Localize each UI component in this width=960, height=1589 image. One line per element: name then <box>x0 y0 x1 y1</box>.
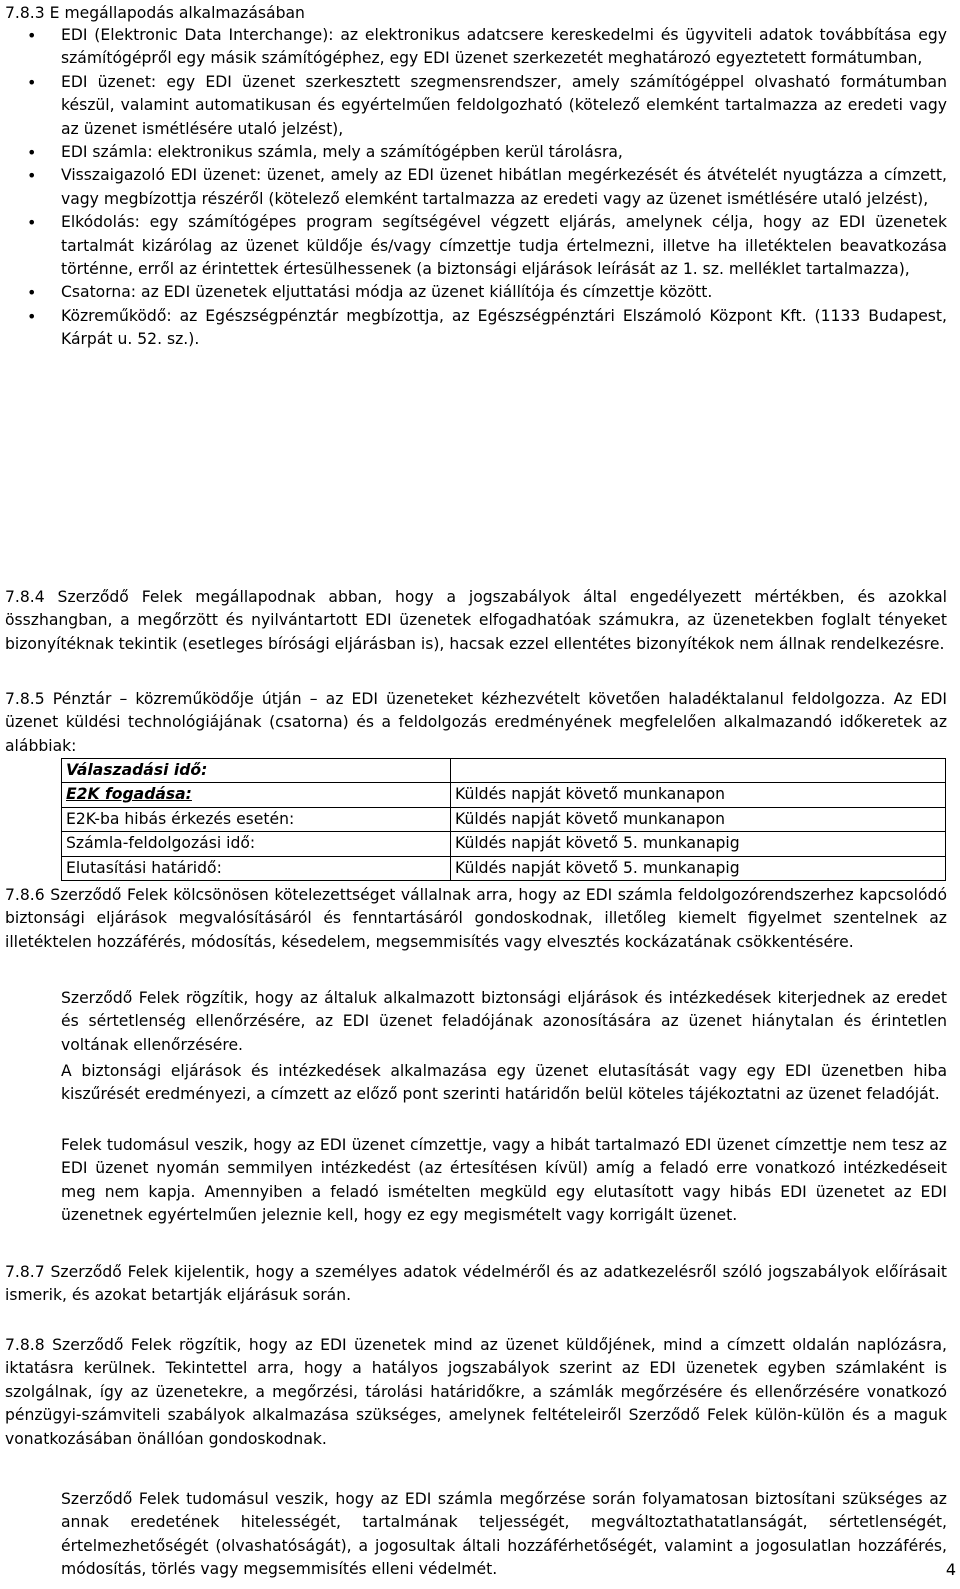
table-value-cell: Küldés napját követő 5. munkanapig <box>451 832 946 856</box>
list-item: • Közreműködő: az Egészségpénztár megbízottja, az Egészségpénztári Elszámoló Központ Kft. (1133 Budapest, Kárpát u. 52. sz.). <box>0 305 947 352</box>
table-label-cell: E2K fogadása: <box>62 783 451 807</box>
list-item: • EDI (Elektronic Data Interchange): az elektronikus adatcsere kereskedelmi és ügyviteli adatok továbbítása egy számítógépről egy másik számítógéphez, egy EDI üzenet szerkezetét meghatározó egyeztetett formátumban, <box>0 24 947 71</box>
table-cell <box>451 759 946 783</box>
response-time-table <box>61 758 946 881</box>
list-item: • Csatorna: az EDI üzenetek eljuttatási módja az üzenet kiállítója és címzettje között. <box>0 281 947 304</box>
table-row <box>62 759 946 783</box>
section-7-8-6: 7.8.6 Szerződő Felek kölcsönösen kötelezettséget vállalnak arra, hogy az EDI számla feldolgozórendszerhez kapcsolódó biztonsági eljárások megvalósításáról és fenntartásáról gondoskodnak, illetőleg kiemelt figyelmet szentelnek az illetéktelen hozzáférés, módosítás, késedelem, megsemmisítés vagy elvesztés kockázatának csökkentésére. <box>5 886 947 951</box>
table-label-cell: Számla-feldolgozási idő: <box>62 832 451 856</box>
definitions-list <box>0 24 947 352</box>
table-row <box>62 832 946 856</box>
section-7-8-7: 7.8.7 Szerződő Felek kijelentik, hogy a személyes adatok védelméről és az adatkezelésről szóló jogszabályok előírásait ismerik, és azokat betartják eljárásuk során. <box>5 1263 947 1305</box>
section-7-8-5: 7.8.5 Pénztár – közreműködője útján – az EDI üzeneteket kézhezvételt követően haladéktalanul feldolgozza. Az EDI üzenet küldési technológiájának (csatorna) és a feldolgozás eredményének megfelelően alkalmazandó időkeretek az alábbiak: <box>5 690 947 755</box>
section-heading-7-8-3: 7.8.3 E megállapodás alkalmazásában <box>5 4 305 22</box>
paragraph: A biztonsági eljárások és intézkedések alkalmazása egy üzenet elutasítását vagy egy EDI üzenetben hiba kiszűrését eredményezi, a címzett az előző pont szerinti határidőn belül köteles tájékoztatni az üzenet feladóját. <box>61 1062 947 1104</box>
table-label-cell: E2K-ba hibás érkezés esetén: <box>62 807 451 831</box>
list-item: • Visszaigazoló EDI üzenet: üzenet, amely az EDI üzenet hibátlan megérkezését és átvételét nyugtázza a címzett, vagy megbízottja részéről (kötelező elemként tartalmazza az eredeti vagy az üzenet ismétlésére utaló jelzést), <box>0 164 947 211</box>
list-item: • Elkódolás: egy számítógépes program segítségével végzett eljárás, amelynek célja, hogy az EDI üzenetek tartalmát kizárólag az üzenet küldője és/vagy címzettje tudja értelmezni, illetve ha illetéktelen beavatkozása történne, erről az érintettek értesülhessenek (a biztonsági eljárások leírását az 1. sz. melléklet tartalmazza), <box>0 211 947 281</box>
table-row <box>62 807 946 831</box>
table-value-cell: Küldés napját követő munkanapon <box>451 807 946 831</box>
paragraph: Felek tudomásul veszik, hogy az EDI üzenet címzettje, vagy a hibát tartalmazó EDI üzenet címzettje nem tesz az EDI üzenet nyomán semmilyen intézkedést (az értesítésen kívül) amíg a feladó erre vonatkozó intézkedéseit meg nem kapja. Amennyiben a feladó ismételten megküld egy elutasított vagy hibás EDI üzenetet az EDI üzenetnek egyértelműen jeleznie kell, hogy ez egy megismételt vagy korrigált üzenet. <box>61 1136 947 1225</box>
table-title-cell: Válaszadási idő: <box>62 759 451 783</box>
paragraph: Szerződő Felek tudomásul veszik, hogy az EDI számla megőrzése során folyamatosan biztosítani szükséges az annak eredetének hitelességét, tartalmának teljességét, megváltoztathatatlanságát, sértetlenségét, értelmezhetőségét (olvashatóságát), a jogosultak általi hozzáférhetőségét, valamint a jogosulatlan hozzáférés, módosítás, törlés vagy megsemmisítés elleni védelmét. <box>61 1490 947 1579</box>
section-7-8-4: 7.8.4 Szerződő Felek megállapodnak abban, hogy a jogszabályok által engedélyezett mértékben, és azokkal összhangban, a megőrzött és nyilvántartott EDI üzenetek elfogadhatóak számukra, az üzenetekben foglalt tényeket bizonyítéknak tekintik (esetleges bírósági eljárásban is), hacsak ezzel ellentétes bizonyítékok nem állnak rendelkezésre. <box>5 588 947 653</box>
section-7-8-8: 7.8.8 Szerződő Felek rögzítik, hogy az EDI üzenetek mind az üzenet küldőjének, mind a címzett oldalán naplózásra, iktatásra kerülnek. Tekintettel arra, hogy a hatályos jogszabályok szerint az EDI üzenetek egyben számlaként is szolgálnak, így az üzenetekre, a megőrzési, tárolási határidőkre, a számlák megőrzésére és ellenőrzésére vonatkozó pénzügyi-számviteli szabályok alkalmazása szükséges, amelynek feltételeiről Szerződő Felek külön-külön és a maguk vonatkozásában önállóan gondoskodnak. <box>5 1336 947 1448</box>
table-row <box>62 783 946 807</box>
table-label-cell: Elutasítási határidő: <box>62 856 451 880</box>
table-value-cell: Küldés napját követő 5. munkanapig <box>451 856 946 880</box>
list-item: • EDI üzenet: egy EDI üzenet szerkesztett szegmensrendszer, amely számítógéppel olvasható formátumban készül, valamint automatikusan és egyértelműen feldolgozható (kötelező elemként tartalmazza az eredeti vagy az üzenet ismétlésére utaló jelzést), <box>0 71 947 141</box>
table-row <box>62 856 946 880</box>
paragraph: Szerződő Felek rögzítik, hogy az általuk alkalmazott biztonsági eljárások és intézkedések kiterjednek az eredet és sértetlenség ellenőrzésére, az EDI üzenet feladójának azonosítására az üzenet hiánytalan és érintetlen voltának ellenőrzésére. <box>61 989 947 1054</box>
page-number: 4 <box>945 1560 956 1579</box>
table-value-cell: Küldés napját követő munkanapon <box>451 783 946 807</box>
list-item: • EDI számla: elektronikus számla, mely a számítógépben kerül tárolásra, <box>0 141 947 164</box>
